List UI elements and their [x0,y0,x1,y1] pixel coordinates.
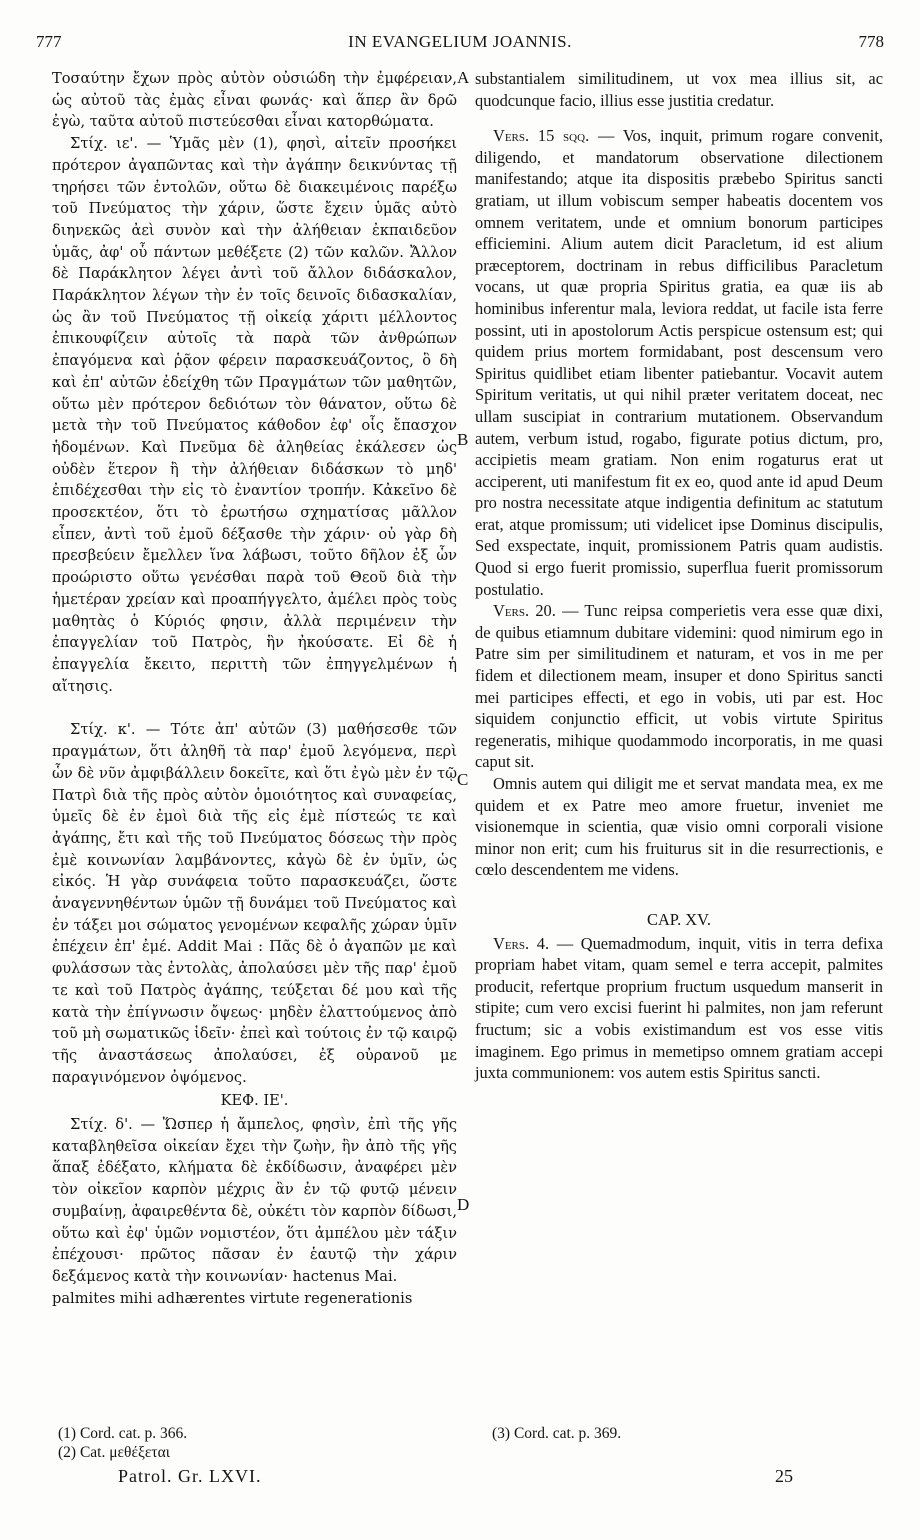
greek-paragraph: Στίχ. ιε'. — Ὑμᾶς μὲν (1), φησὶ, αἰτεῖν προσήκει πρότερον ἀγαπῶντας καὶ τὴν ἀγάπην δεικνύντας τῇ τηρήσει τῶν ἐντολῶν, οὕτω δὲ διακειμένοις παρέξω τοῦ Πνεύματος τὴν χάριν, ὥστε ἔχειν ὑμᾶς αὐτὸ διηνεκῶς ἀεὶ συνὸν καὶ τὴν ἀλήθειαν ἐκπαιδεῦον ὑμᾶς, ἀφ' οὗ πάντων μεθέξετε (2) τῶν καλῶν. Ἄλλον δὲ Παράκλητον λέγει ἀντὶ τοῦ ἄλλον διδάσκαλον, Παράκλητον λέγων τὴν ἐν τοῖς δεινοῖς διδασκαλίαν, ὡς ἂν τοῦ Πνεύματος τῇ οἰκείᾳ χάριτι μέλλοντος ἐπικουφίζειν αὐτοῖς τὰ παρὰ τῶν ἀνθρώπων ἐπαγόμενα καὶ ῥᾷον φέρειν παρασκευάζοντος, ὃ δὴ καὶ ἐπ' αὐτῶν ἐδείχθη τῶν Πραγμάτων τῶν μαθητῶν, οὕτω μὲν πρότερον δεδιότων τὸν θάνατον, οὕτω δὲ μετὰ τὴν τοῦ Πνεύματος κάθοδον ἐφ' οἷς ἔπασχον ἡδομένων. Καὶ Πνεῦμα δὲ ἀληθείας ἐκάλεσεν ὡς οὐδὲν ἕτερον ἢ τὴν ἀλήθειαν διδάσκων τὸ μηδ' ἐπιδέχεσθαι τὴν εἰς τὸ ἐναντίον τροπήν. Κἀκεῖνο δὲ προσεκτέον, ὅτι τὸ ἐρωτήσω σχηματίσας μᾶλλον εἶπεν, ἀντὶ τοῦ ἐμοῦ δέξασθε τὴν χάριν· οὐ γὰρ δὴ πρεσβεύειν ἔμελλεν ἵνα λάβωσι, τοῦτο δῆλον ἐξ ὧν προώριστο οὕτω γενέσθαι παρὰ τοῦ Θεοῦ διὰ τὴν ἡμετέραν χρείαν καὶ προαπήγγελτο, ἀμέλει πρὸς τοὺς μαθητὰς ὁ Κύριός φησιν, ἀλλὰ περιμένειν τὴν ἐπαγγελίαν τοῦ Πατρὸς, ἣν ἠκούσατε. Εἰ δὲ ἡ ἐπαγγελία ἔκειτο, περιττὴ τῶν ἐπηγγελμένων ἡ αἴτησις. [52,135,457,695]
greek-paragraph: Στίχ. κ'. — Τότε ἀπ' αὐτῶν (3) μαθήσεσθε τῶν πραγμάτων, ὅτι ἀληθῆ τὰ παρ' ἐμοῦ λεγόμενα, περὶ ὧν δὲ νῦν ἀμφιβάλλειν δοκεῖτε, καὶ ὅτι ἐγὼ μὲν ἐν τῷ Πατρὶ διὰ τῆς πρὸς αὐτὸν ὁμοιότητος καὶ συναφείας, ὑμεῖς δὲ ἐν ἐμοὶ διὰ τῆς εἰς ἐμὲ πίστεώς τε καὶ ἀγάπης, ἔτι καὶ τῆς τοῦ Πνεύματος δόσεως τὴν πρὸς ἐμὲ κοινωνίαν λαμβάνοντες, κἀγὼ δὲ ἐν ὑμῖν, ὡς εἰκός. Ἡ γὰρ συνάφεια τοῦτο παρασκευάζει, ὥστε ἀναγεννηθέντων ὑμῶν τῇ δυνάμει τοῦ Πνεύματος καὶ ἐν τάξει μοι σώματος γενομένων κεφαλῆς χώραν ὑμῖν ἐπέχειν ἐπ' ἐμέ. Addit Mai : Πᾶς δὲ ὁ ἀγαπῶν με καὶ φυλάσσων τὰς ἐντολὰς, ἀπολαύσει μὲν τῆς παρ' ἐμοῦ τε καὶ τοῦ Πατρὸς ἀγάπης, τεύξεται δέ μου καὶ τῆς κατὰ τὴν ἐπίγνωσιν ὄψεως· μηδὲν ἐλαττούμενος ἀπὸ τοῦ μὴ σωματικῶς ἰδεῖν· ἐπεὶ καὶ τούτοις ἐν τῷ καιρῷ τῆς ἀναστάσεως ἀπολαύσει, ἐξ οὐρανοῦ με παραγινόμενον ὀψόμενος. [52,721,457,1086]
greek-paragraph: palmites mihi adhærentes virtute regenerationis [52,1289,413,1307]
latin-paragraph: Vers. 15 sqq. — Vos, inquit, primum rogare convenit, diligendo, et mandatorum observatione dilectionem manifestando; atque ita dispositis præbebo Spiritus sancti gratiam, ut illum vobiscum semper habeatis docentem vos omnem veritatem, unde et omnium bonorum participes efficiemini. Alium autem dicit Paracletum, id est alium præceptorem, doctrinam in rebus difficilibus Paracletum vocans, ut quæ propria Spiritus gratia, ea quæ iis ab hominibus inferentur mala, leviora reddat, ut facile ista ferre possint, uti in apostolorum Actis perspicue ostensum est; qui quidem prius mortem formidabant, post descensum vero Spiritus quidlibet etiam libenter patiebantur. Vocavit autem Spiritum veritatis, ut qui nihil præter veritatem doceat, nec ullam suscipiat in contrarium mutationem. Observandum autem, verbum istud, rogabo, figurate potius dictum, pro, accipietis meam gratiam. Non enim rogaturus erat ut acciperent, uti manifestum fit ex eo, quod ante id apud Deum pro nostra necessitate atque indigentia definitum ac statutum erat, atque promissum; uti videlicet ipse Dominus discipulis, Sed exspectate, inquit, promissionem Patris quam audistis. Quod si ergo fuerit promissio, superflua fuerit promissorum postulatio. [475,126,883,599]
right-page-number: 778 [858,32,884,51]
verse-label: Vers. 20. [493,601,556,621]
verse-label: Vers. 15 sqq. [493,126,590,146]
footnote: (1) Cord. cat. p. 366. [58,1425,188,1442]
greek-paragraph: Τοσαύτην ἔχων πρὸς αὐτὸν οὐσιώδη τὴν ἐμφέρειαν, ὡς αὐτοῦ τὰς ἐμὰς εἶναι φωνάς· καὶ ἅπερ ἂν δρῶ ἐγὼ, ταῦτα αὐτοῦ πιστεύεσθαι εἶναι κατορθώματα. [52,70,457,131]
verse-label: Vers. 4. [493,933,550,953]
latin-paragraph: substantialem similitudinem, ut vox mea illius sit, ac quodcunque facio, illius esse justitia credatur. [475,69,883,110]
margin-marker-c: C [457,770,469,789]
greek-chapter-heading: ΚΕΦ. ΙΕ'. [220,1092,289,1110]
latin-paragraph: Omnis autem qui diligit me et servat mandata mea, ex me quidem et ex Patre meo amore fruetur, inveniet me visionemque in scientia, quæ visio omni corporali visione minor non erit; cum his fruiturus sit in die resurrectionis, e cœlo descendentem me videns. [475,774,883,880]
greek-paragraph: Στίχ. δ'. — Ὥσπερ ἡ ἄμπελος, φησὶν, ἐπὶ τῆς γῆς καταβληθεῖσα οἰκείαν ἔχει τὴν ζωὴν, ἣν ἀπὸ τῆς γῆς ἅπαξ ἐδέξατο, κλήματα δὲ ἐκδίδωσιν, ἀναφέρει μὲν τὸν οἰκεῖον καρπὸν μέχρις ἂν ἐν τῷ φυτῷ μένειν συμβαίνῃ, ἀφαιρεθέντα δὲ, οὐκέτι τὸν καρπὸν δίδωσι, οὕτω καὶ ἐφ' ὑμῶν νομιστέον, ὅτι ἀμπέλου μὲν τάξιν ἐπέχουσι· πρῶτος πᾶσαν ἐν ἑαυτῷ τὴν χάριν δεξάμενος κατὰ τὴν κοινωνίαν· hactenus Mai. [52,1116,457,1285]
margin-marker-a: A [457,68,470,87]
series-signature: Patrol. Gr. LXVI. [118,1466,262,1486]
footnote: (3) Cord. cat. p. 369. [492,1425,622,1442]
footnote: (2) Cat. μεθέξεται [58,1444,170,1461]
latin-column [475,68,883,1084]
running-title: IN EVANGELIUM JOANNIS. [348,32,572,51]
footnotes-right [492,1424,621,1443]
margin-marker-d: D [457,1195,470,1214]
latin-paragraph: Vers. 4. — Quemadmodum, inquit, vitis in terra defixa propriam habet vitam, quam semel e terra accepit, palmites producit, refertque proprium fructum usquedum manserit in stipite; cum vero excisi fuerint hi palmites, non jam referunt fructum; sic a vobis existimandum est vos esse vitis imaginem. Ego primus in memetipso omnem gratiam accepi juxta communionem: vos autem estis Spiritus sancti. [475,933,883,1083]
greek-column [52,68,457,1309]
running-header [36,32,884,56]
latin-paragraph: Vers. 20. — Tunc reipsa comperietis vera esse quæ dixi, de quibus etiamnum dubitare videmini: quod nimirum ego in Patre sim per similitudinem et naturam, et vos in me per fidem et dilectionem meam, insuper et dono Spiritus sancti mei participes effecti, et ego in vobis, uti par est. Hoc siquidem conjunctio efficit, ut vobis virtute Spiritus regeneratis, mihique quodammodo incorporatis, in me quasi caput sit. [475,601,883,772]
left-page-number: 777 [36,32,62,51]
margin-marker-b: B [457,430,469,449]
latin-chapter-heading: CAP. XV. [647,909,711,929]
sheet-number: 25 [775,1466,793,1486]
footnotes-left [58,1424,187,1462]
